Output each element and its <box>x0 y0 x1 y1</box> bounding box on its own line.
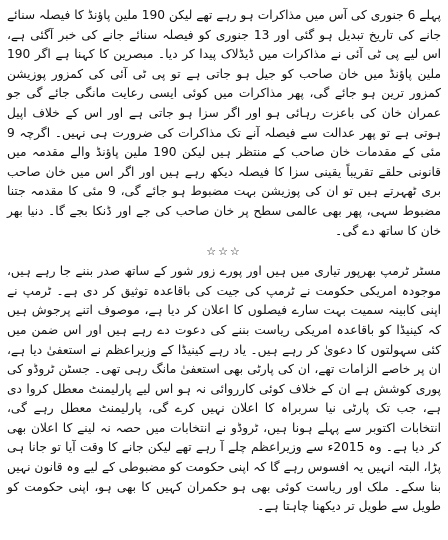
article-paragraph-1: پہلے 6 جنوری کی آس میں مذاکرات ہو رہے تھے لیکن 190 ملین پاؤنڈ کا فیصلہ سنائے جانے کی تاریخ تبدیل ہو گئی اور 13 جنوری کو فیصلہ سنائے جانے کی خبر آگئی ہے، اس لیے پی ٹی آئی نے مذاکرات میں ڈیڈلاک پیدا کر دیا۔ مبصرین کا کہنا ہے اگر 190 ملین پاؤنڈ میں خان صاحب کو جیل ہو جاتی ہے تو پی ٹی آئی کی کمزور پوزیشن کمزور ترین ہو جائے گی، پھر مذاکرات میں کوئی ایسی رعایت مانگی جائے گی جو عمران خان کی باعزت رہائی ہو اور اگر سزا ہو جاتی ہے اور اس کے خلاف اپیل ہوتی ہے تو پھر عدالت سے فیصلہ آنے تک مذاکرات کی ضرورت ہی نہیں۔ اگرچہ 9 مئی کے مقدمات خان صاحب کے منتظر ہیں لیکن 190 ملین پاؤنڈ والے مقدمہ میں قانونی حلقے تقریباً یقینی سزا کا فیصلہ دیکھ رہے ہیں اور اگر اس میں خان صاحب بری ٹھہرتے ہیں تو ان کی پوزیشن بہت مضبوط ہو جائے گی، 9 مئی کا مقدمہ جتنا مضبوط سہی، پھر بھی عالمی سطح پر خان صاحب کی جے اور ڈنکا بجے گا۔ دنیا بھر خان کا ساتھ دے گی۔ <box>7 8 442 238</box>
section-separator: ☆☆☆ <box>206 245 242 259</box>
article-paragraph-2: مسٹر ٹرمپ بھرپور تیاری میں ہیں اور پورے زور شور کے ساتھ صدر بننے جا رہے ہیں، موجودہ امریکی حکومت نے ٹرمپ کی جیت کی باقاعدہ توثیق کر دی ہے۔ ٹرمپ نے اپنی کابینہ سمیت بہت سارے فیصلوں کا اعلان کر دیا ہے، موصوف اتنے پرجوش ہیں کہ کینیڈا کو باقاعدہ امریکی ریاست بننے کی دعوت دے رہے ہیں اور اس ضمن میں کئی سہولتوں کا دعویٰ کر رہے ہیں۔ یاد رہے کینیڈا کے وزیراعظم نے استعفیٰ دیا ہے، ان پر خاصے الزامات تھے، ان کی پارٹی بھی استعفیٰ مانگ رہی تھی۔ جسٹن ٹروڈو کی پوری کوشش ہے ان کے خلاف کوئی کارروائی نہ ہو اس لیے پارلیمنٹ معطل کروا دی ہے، جب تک پارٹی نیا سربراہ کا اعلان نہیں کرے گی، پارلیمنٹ معطل رہے گی، انتخابات اکتوبر سے پہلے ہونا ہیں، ٹروڈو نے انتخابات میں حصہ نہ لینے کا اعلان بھی کر دیا ہے۔ وہ 2015ء سے وزیراعظم چلے آ رہے تھے لیکن جانے کا وقت آیا تو جانا ہی پڑا، البتہ انہیں یہ افسوس رہے گا کہ اپنی حکومت کو مضبوطی کے لیے وہ قانون نہیں بنا سکے۔ ملک اور ریاست کوئی بھی ہو حکمران کہیں کا بھی ہو، اپنی حکومت کو طویل سے طویل تر دیکھنا چاہتا ہے۔ <box>7 264 441 514</box>
